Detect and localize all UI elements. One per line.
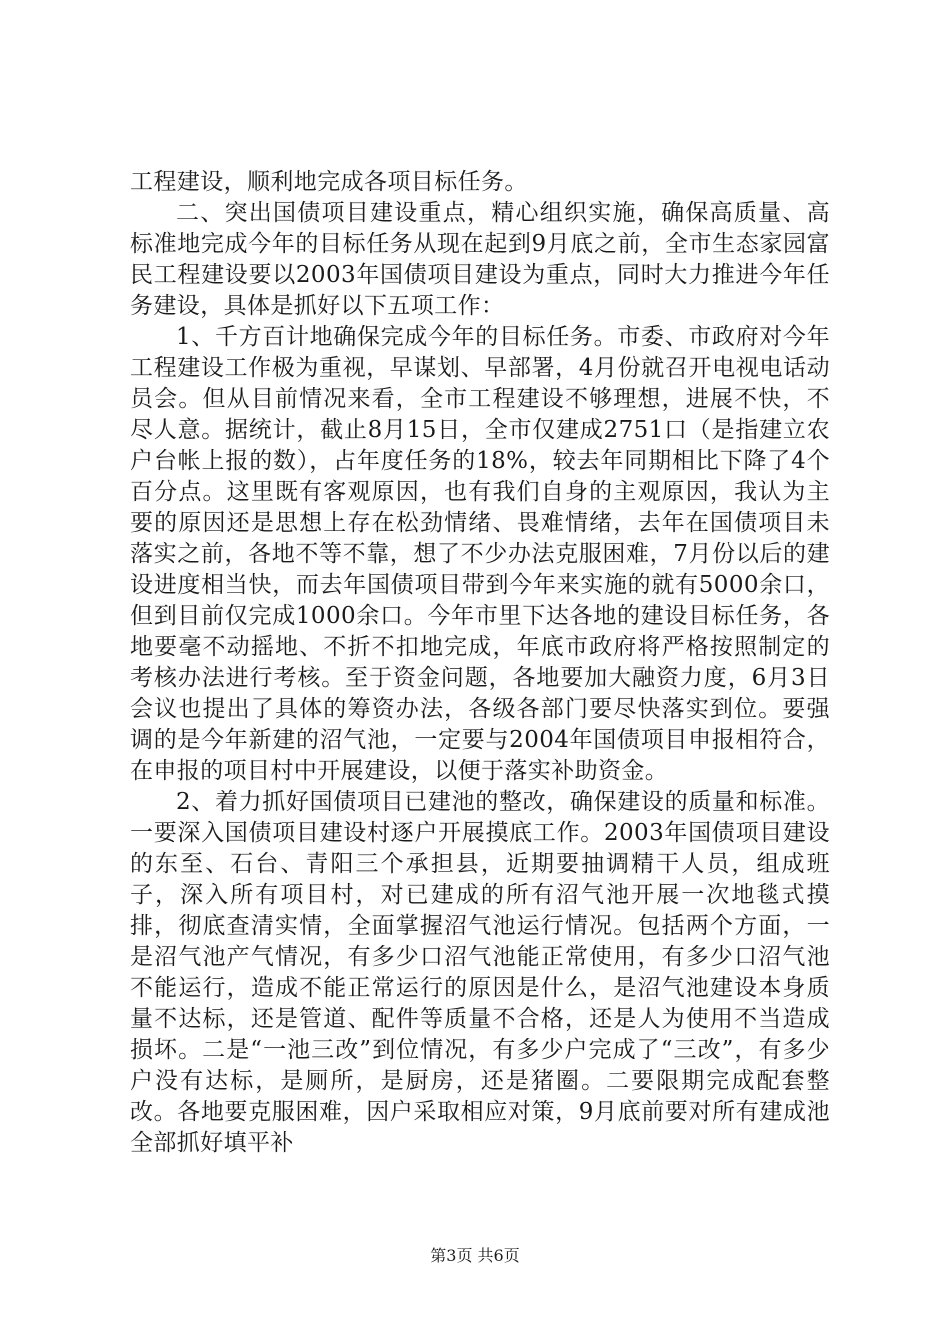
paragraph-2: 二、突出国债项目建设重点，精心组织实施，确保高质量、高标准地完成今年的目标任务从现在起到9月底之前，全市生态家园富民工程建设要以2003年国债项目建设为重点，同时大力推进今年任务建设，具体是抓好以下五项工作： — [130, 200, 830, 319]
document-body — [130, 167, 830, 1159]
paragraph-4: 2、着力抓好国债项目已建池的整改，确保建设的质量和标准。一要深入国债项目建设村逐户开展摸底工作。2003年国债项目建设的东至、石台、青阳三个承担县，近期要抽调精干人员，组成班子，深入所有项目村，对已建成的所有沼气池开展一次地毯式摸排，彻底查清实情，全面掌握沼气池运行情况。包括两个方面，一是沼气池产气情况，有多少口沼气池能正常使用，有多少口沼气池不能运行，造成不能正常运行的原因是什么，是沼气池建设本身质量不达标，还是管道、配件等质量不合格，还是人为使用不当造成损坏。二是“一池三改”到位情况，有多少户完成了“三改”，有多少户没有达标，是厕所，是厨房，还是猪圈。二要限期完成配套整改。各地要克服困难，因户采取相应对策，9月底前要对所有建成池全部抓好填平补 — [130, 789, 830, 1156]
paragraph-1: 工程建设，顺利地完成各项目标任务。 — [130, 169, 528, 195]
paragraph-3: 1、千方百计地确保完成今年的目标任务。市委、市政府对今年工程建设工作极为重视，早谋划、早部署，4月份就召开电视电话动员会。但从目前情况来看，全市工程建设不够理想，进展不快，不尽人意。据统计，截止8月15日，全市仅建成2751口（是指建立农户台帐上报的数），占年度任务的18%，较去年同期相比下降了4个百分点。这里既有客观原因，也有我们自身的主观原因，我认为主要的原因还是思想上存在松劲情绪、畏难情绪，去年在国债项目未落实之前，各地不等不靠，想了不少办法克服困难，7月份以后的建设进度相当快，而去年国债项目带到今年来实施的就有5000余口，但到目前仅完成1000余口。今年市里下达各地的建设目标任务，各地要毫不动摇地、不折不扣地完成，年底市政府将严格按照制定的考核办法进行考核。至于资金问题，各地要加大融资力度，6月3日会议也提出了具体的筹资办法，各级各部门要尽快落实到位。要强调的是今年新建的沼气池，一定要与2004年国债项目申报相符合，在申报的项目村中开展建设，以便于落实补助资金。 — [130, 324, 830, 784]
page-number-footer: 第3页 共6页 — [430, 1246, 520, 1265]
